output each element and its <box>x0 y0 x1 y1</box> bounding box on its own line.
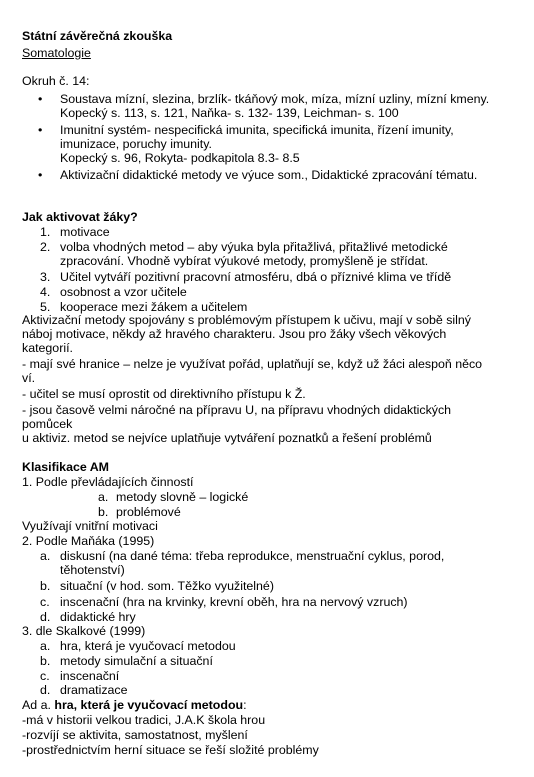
list-letter: d. <box>40 683 51 697</box>
list-number: 2. <box>40 240 51 254</box>
list-item: volba vhodných metod – aby výuka byla přitažlivá, přitažlivé metodické <box>60 240 448 254</box>
list-item: motivace <box>60 225 110 239</box>
okruh-item-2-ref: Kopecký s. 96, Rokyta- podkapitola 8.3- 8.5 <box>60 151 300 165</box>
ad-a-line: -prostřednictvím herní situace se řeší složité problémy <box>22 743 319 757</box>
dash-line-cont: pomůcek <box>22 417 73 431</box>
list-item: inscenační <box>60 669 120 683</box>
list-letter: b. <box>40 654 51 668</box>
dash-line: - mají své hranice – nelze je využívat pořád, uplatňují se, když už žáci alespoň něco <box>22 357 483 371</box>
list-item: Učitel vytváří pozitivní pracovní atmosféru, dbá o příznivé klima ve třídě <box>60 270 452 284</box>
dash-line: - jsou časově velmi náročné na přípravu U, na přípravu vhodných didaktických <box>22 403 452 417</box>
list-number: 1. <box>40 225 51 239</box>
section-heading-aktivace: Jak aktivovat žáky? <box>22 210 138 224</box>
dash-line: - učitel se musí oprostit od direktivního přístupu k Ž. <box>22 387 306 401</box>
section-heading-klasifikace: Klasifikace AM <box>22 460 110 474</box>
ad-a-suffix: : <box>243 698 247 712</box>
list-item: dramatizace <box>60 683 128 697</box>
okruh-item-3: • Aktivizační didaktické metody ve výuce som., Didaktické zpracování tématu. <box>60 168 477 182</box>
document-title: Státní závěrečná zkouška <box>22 29 173 43</box>
list-item: kooperace mezi žákem a učitelem <box>60 300 248 314</box>
list-number: 3. <box>40 270 51 284</box>
list-letter: d. <box>40 610 51 624</box>
list-letter: b. <box>98 505 109 519</box>
group-note: Využívají vnitřní motivaci <box>22 519 158 533</box>
okruh-item-1-ref: Kopecký s. 113, s. 121, Naňka- s. 132- 139, Leichman- s. 100 <box>60 106 399 120</box>
ad-a-line: -rozvíjí se aktivita, samostatnost, myšlení <box>22 728 248 742</box>
group-title: 2. Podle Maňáka (1995) <box>22 534 155 548</box>
list-number: 5. <box>40 300 51 314</box>
paragraph-line: u aktiviz. metod se nejvíce uplatňuje vytváření poznatků a řešení problémů <box>22 431 432 445</box>
list-item: diskusní (na dané téma: třeba reprodukce, menstruační cyklus, porod, <box>60 549 445 563</box>
list-item: metody slovně – logické <box>116 490 249 504</box>
paragraph-line: náboj motivace, někdy až hravého charakteru. Jsou pro žáky všech věkových <box>22 327 447 341</box>
list-letter: c. <box>40 595 50 609</box>
list-letter: c. <box>40 669 50 683</box>
paragraph-line: Aktivizační metody spojovány s problémovým přístupem k učivu, mají v sobě silný <box>22 313 471 327</box>
list-item-cont: zpracování. Vhodně vybírat výukové metody, promyšleně je střídat. <box>60 254 429 268</box>
list-letter: a. <box>98 490 109 504</box>
list-item: problémové <box>116 505 181 519</box>
list-number: 4. <box>40 285 51 299</box>
group-title: 1. Podle převládajících činností <box>22 475 194 489</box>
okruh-label: Okruh č. 14: <box>22 74 90 88</box>
ad-a-prefix: Ad a. <box>22 698 51 712</box>
okruh-item-1: • Soustava mízní, slezina, brzlík- tkáňový mok, míza, mízní uzliny, mízní kmeny. <box>60 92 489 106</box>
list-letter: b. <box>40 579 51 593</box>
paragraph-line: kategorií. <box>22 341 73 355</box>
list-letter: a. <box>40 639 51 653</box>
dash-line-cont: ví. <box>22 371 36 385</box>
ad-a-bold: hra, která je vyučovací metodou <box>54 698 244 712</box>
list-item: metody simulační a situační <box>60 654 213 668</box>
ad-a-heading <box>22 698 247 712</box>
list-item: didaktické hry <box>60 610 136 624</box>
subject-title: Somatologie <box>22 46 91 60</box>
group-title: 3. dle Skalkové (1999) <box>22 624 146 638</box>
okruh-item-2: • Imunitní systém- nespecifická imunita, specifická imunita, řízení imunity, <box>60 123 454 137</box>
list-item: inscenační (hra na krvinky, krevní oběh, hra na nervový vzruch) <box>60 595 408 609</box>
list-item: osobnost a vzor učitele <box>60 285 187 299</box>
list-item: situační (v hod. som. Těžko využitelné) <box>60 579 274 593</box>
okruh-item-2-cont: imunizace, poruchy imunity. <box>60 137 212 151</box>
list-letter: a. <box>40 549 51 563</box>
list-item: hra, která je vyučovací metodou <box>60 639 236 653</box>
ad-a-line: -má v historii velkou tradici, J.A.K škola hrou <box>22 713 266 727</box>
list-item-cont: těhotenství) <box>60 563 125 577</box>
